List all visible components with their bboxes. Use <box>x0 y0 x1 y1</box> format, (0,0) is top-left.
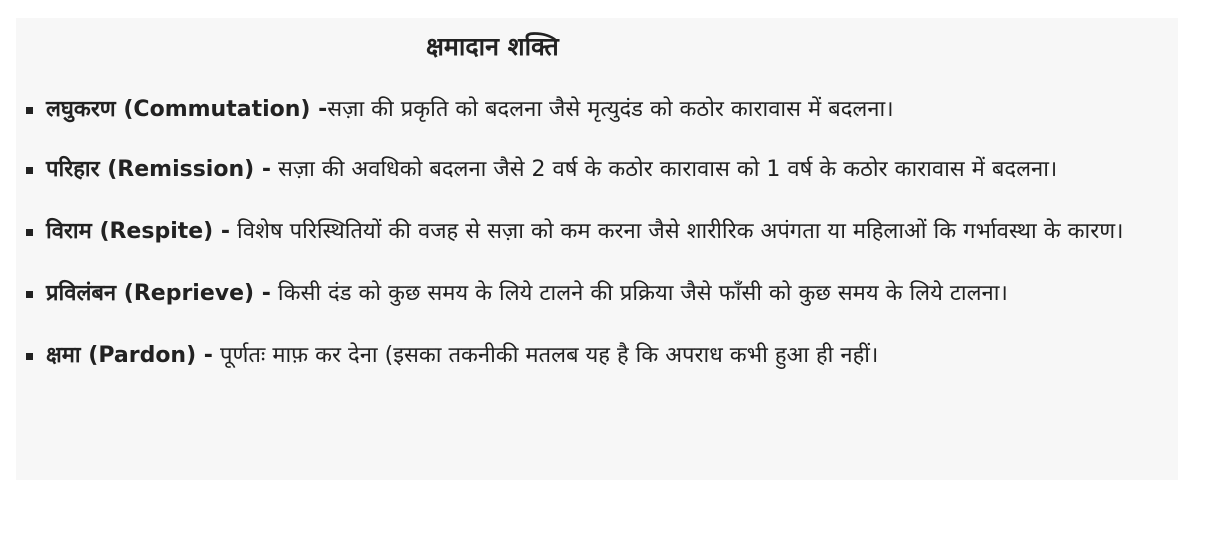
item-term: प्रविलंबन (Reprieve) - <box>46 281 271 306</box>
list-item-pardon <box>16 334 1166 378</box>
item-description: सज़ा की अवधिको बदलना जैसे 2 वर्ष के कठोर कारावास को 1 वर्ष के कठोर कारावास में बदलना। <box>270 157 1058 182</box>
list-item-commutation <box>16 88 1166 132</box>
bullet-icon <box>26 353 33 360</box>
content-panel <box>16 18 1178 480</box>
page-title: क्षमादान शक्ति <box>426 32 559 61</box>
item-description: किसी दंड को कुछ समय के लिये टालने की प्रक्रिया जैसे फाँसी को कुछ समय के लिये टालना। <box>270 281 1008 306</box>
pardon-power-list <box>16 88 1166 396</box>
list-item-reprieve <box>16 272 1166 316</box>
item-description: पूर्णतः माफ़ कर देना (इसका तकनीकी मतलब यह है कि अपराध कभी हुआ ही नहीं। <box>212 343 879 368</box>
list-item-respite <box>16 210 1166 254</box>
bullet-icon <box>26 167 33 174</box>
bullet-icon <box>26 107 33 114</box>
item-term: क्षमा (Pardon) - <box>46 343 213 368</box>
item-term: लघुकरण (Commutation) - <box>46 97 328 122</box>
item-description: विशेष परिस्थितियों की वजह से सज़ा को कम करना जैसे शारीरिक अपंगता या महिलाओं कि गर्भावस्था के कारण। <box>230 219 1124 244</box>
item-term: परिहार (Remission) - <box>46 157 271 182</box>
bullet-icon <box>26 291 33 298</box>
item-description: सज़ा की प्रकृति को बदलना जैसे मृत्युदंड को कठोर कारावास में बदलना। <box>327 97 894 122</box>
bullet-icon <box>26 229 33 236</box>
list-item-remission <box>16 148 1166 192</box>
item-term: विराम (Respite) - <box>46 219 231 244</box>
